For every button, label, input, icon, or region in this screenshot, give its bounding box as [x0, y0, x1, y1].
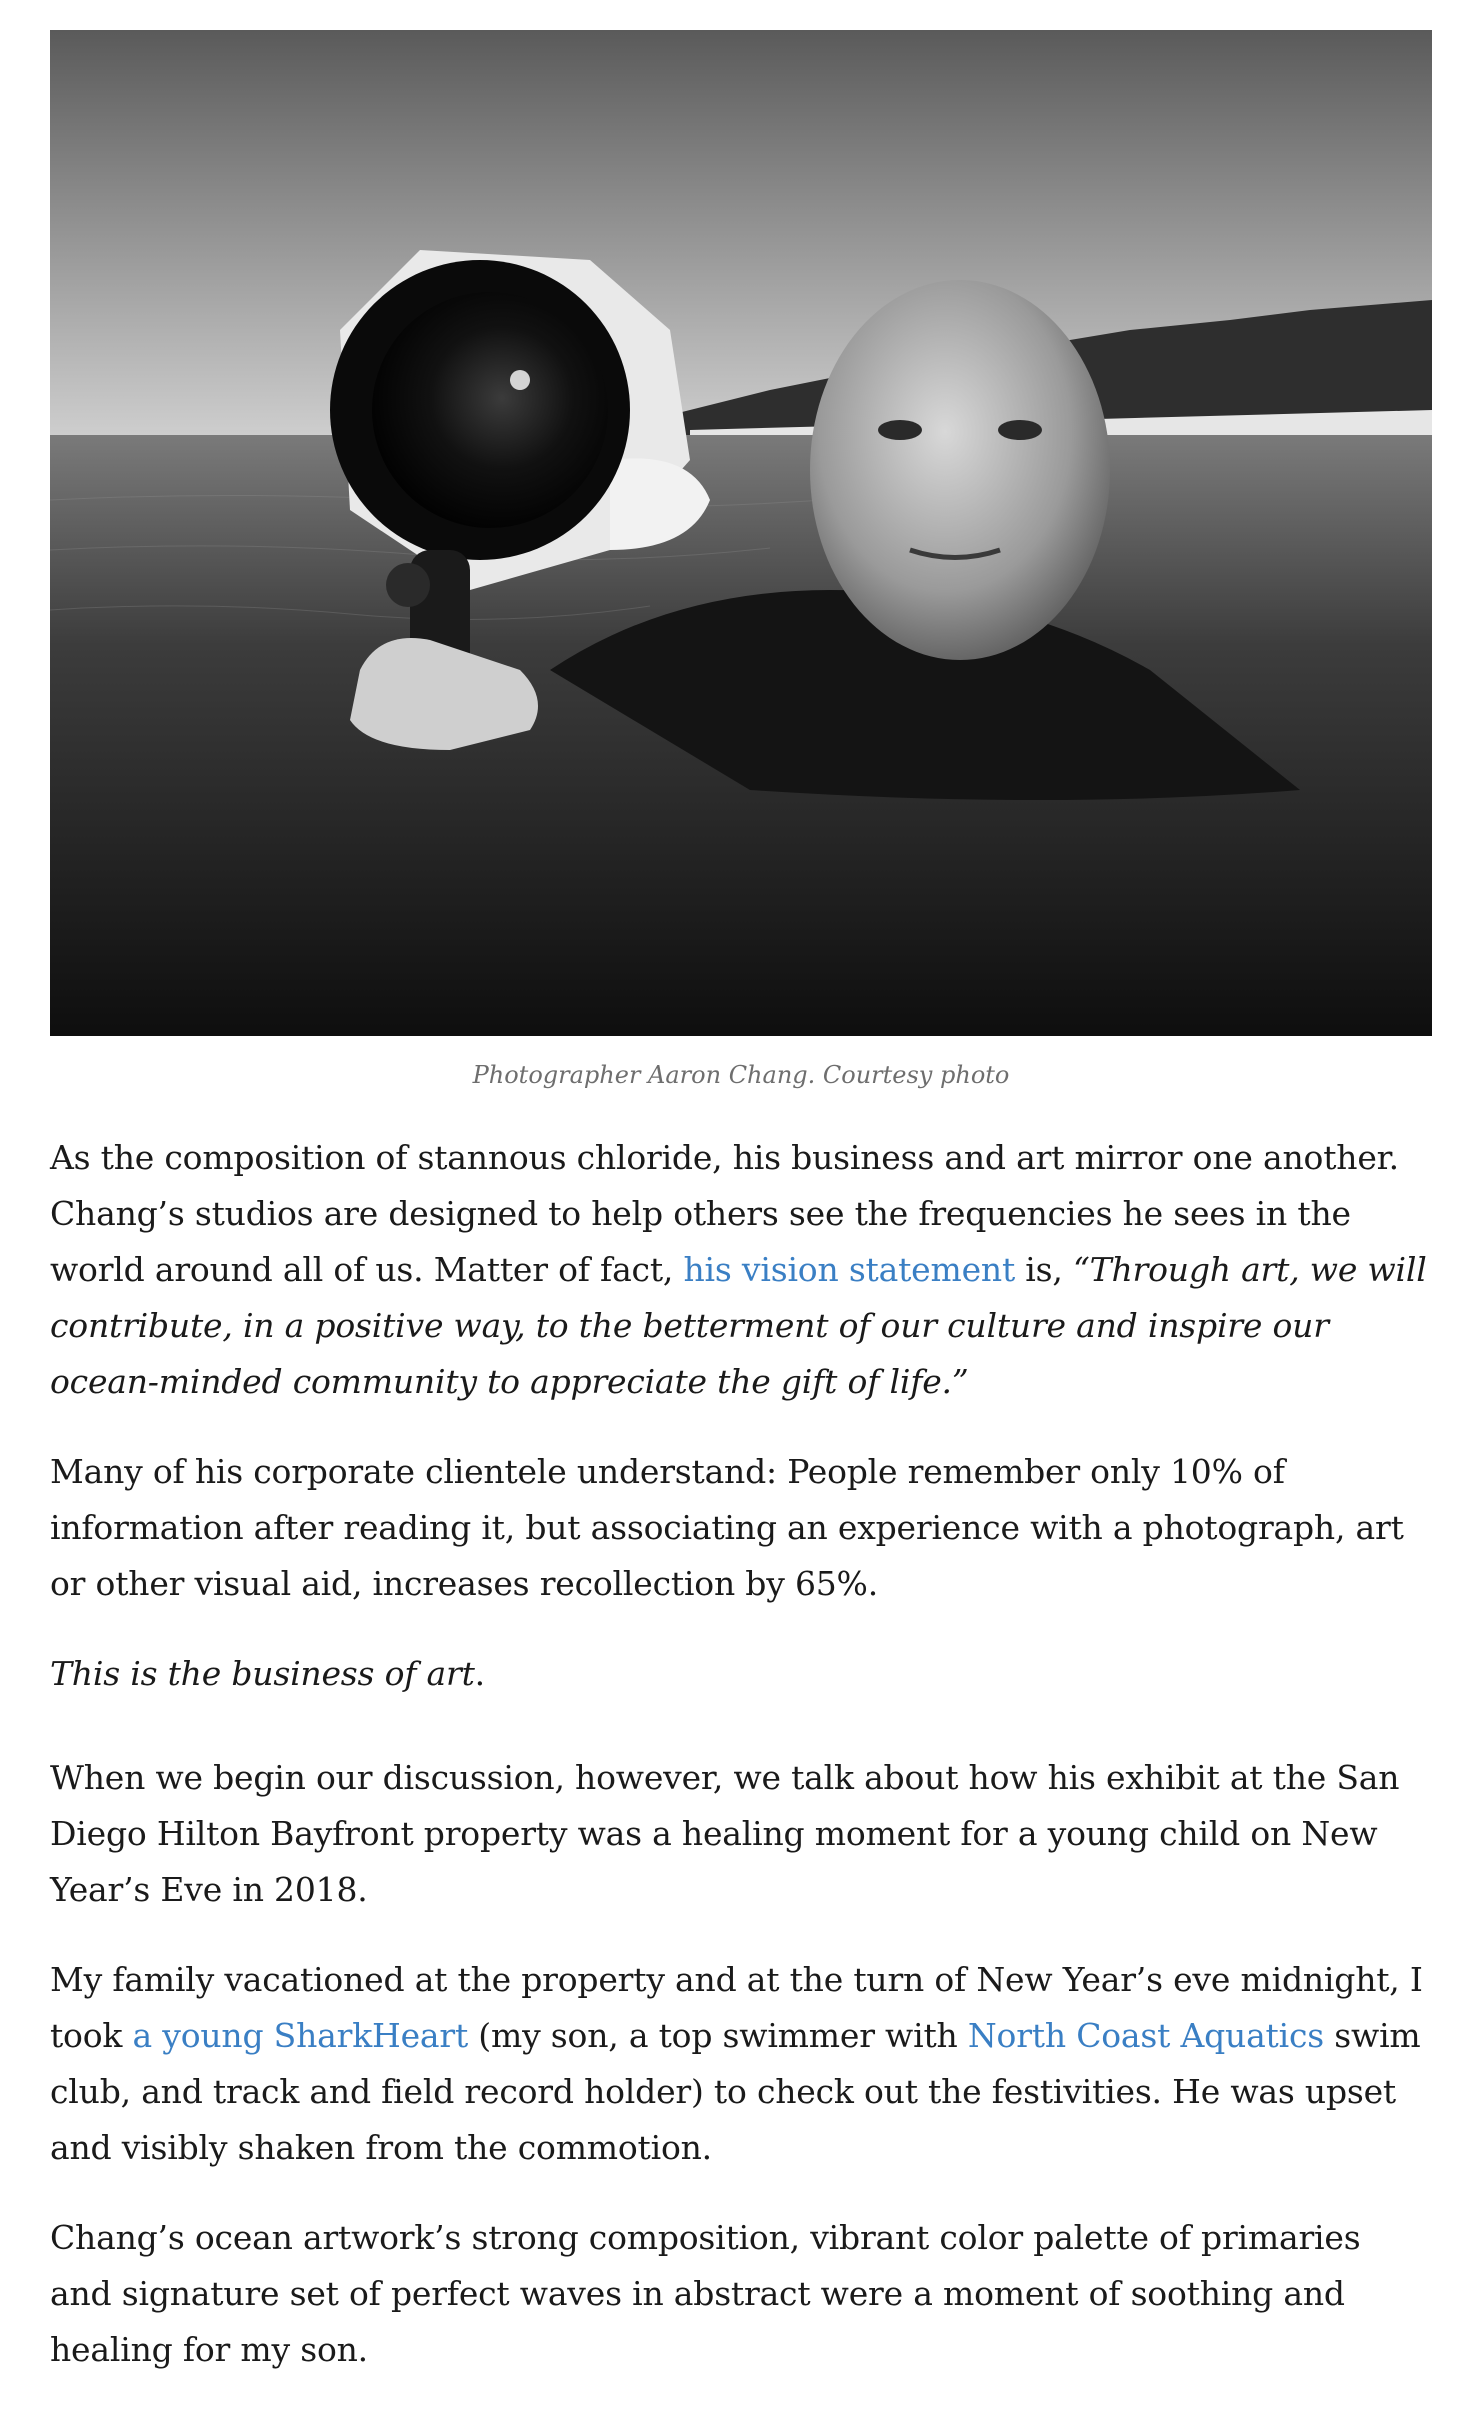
paragraph-5-text-c: swim club, and track and field record holder) to check out the festivities. He was upset and visibly shaken from the commotion.	[50, 2016, 1421, 2167]
paragraph-4: When we begin our discussion, however, we talk about how his exhibit at the San Diego Hilton Bayfront property was a healing moment for a young child on New Year’s Eve in 2018.	[50, 1758, 1400, 1909]
north-coast-aquatics-link[interactable]: North Coast Aquatics	[967, 2016, 1324, 2055]
paragraph-3-tail: .	[474, 1654, 485, 1693]
young-sharkheart-link[interactable]: a young SharkHeart	[132, 2016, 469, 2055]
photo-caption: Photographer Aaron Chang. Courtesy photo	[472, 1061, 1010, 1089]
paragraph-6: Chang’s ocean artwork’s strong composition, vibrant color palette of primaries and signature set of perfect waves in abstract were a moment of soothing and healing for my son.	[50, 2218, 1361, 2369]
paragraph-3	[50, 1646, 1432, 1702]
photo-aaron-chang	[50, 30, 1432, 1036]
article-body	[50, 1130, 1432, 2378]
paragraph-5-text-a: My family vacationed at the property and at the turn of New Year’s eve midnight, I took	[50, 1960, 1423, 2055]
paragraph-1-text-a: As the composition of stannous chloride, his business and art mirror one another. Chang’s studios are designed to help others see the frequencies he sees in the world around all of us. Matter of fact,	[50, 1138, 1399, 1289]
vision-statement-link[interactable]: his vision statement	[683, 1250, 1016, 1289]
paragraph-3-emphasis: This is the business of art	[50, 1654, 475, 1693]
paragraph-1-text-b: is,	[1015, 1250, 1073, 1289]
article	[50, 30, 1432, 2412]
vision-statement-quote: “Through art, we will contribute, in a positive way, to the betterment of our culture and inspire our ocean-minded community to appreciate the gift of life.”	[50, 1250, 1427, 1401]
paragraph-5-text-b: (my son, a top swimmer with	[468, 2016, 968, 2055]
paragraph-1	[50, 1130, 1432, 1410]
article-figure	[50, 30, 1432, 1092]
paragraph-2: Many of his corporate clientele understand: People remember only 10% of information after reading it, but associating an experience with a photograph, art or other visual aid, increases recollection by 65%.	[50, 1452, 1404, 1603]
paragraph-5	[50, 1952, 1432, 2176]
